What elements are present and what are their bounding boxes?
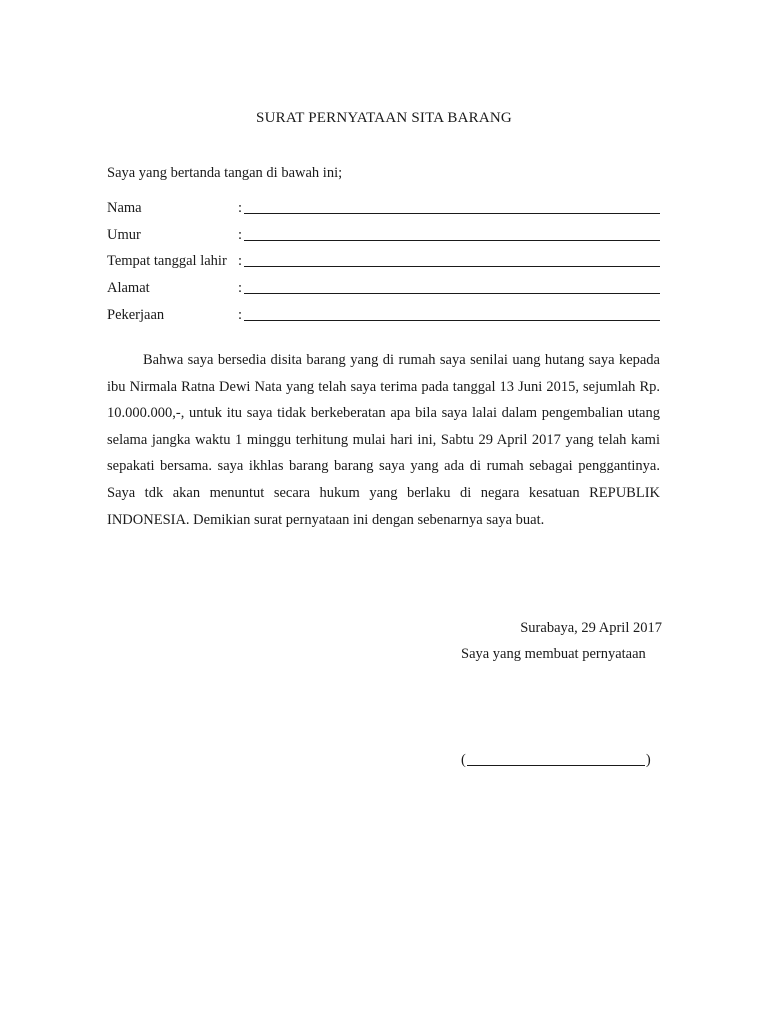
field-blank-line-pekerjaan: [244, 305, 660, 321]
field-label-nama: Nama: [107, 199, 142, 216]
field-row-nama: [107, 190, 660, 217]
identity-fields: [107, 190, 660, 324]
field-separator: :: [238, 226, 243, 243]
signature-close-paren: ): [645, 752, 651, 768]
field-row-tempat-tanggal-lahir: [107, 244, 660, 271]
field-blank-line-nama: [244, 198, 660, 214]
field-row-pekerjaan: [107, 297, 660, 324]
field-separator: :: [238, 306, 243, 323]
intro-text: Saya yang bertanda tangan di bawah ini;: [107, 165, 343, 181]
field-label-umur: Umur: [107, 226, 141, 243]
statement-body: Bahwa saya bersedia disita barang yang di rumah saya senilai uang hutang saya kepada ibu Nirmala Ratna Dewi Nata yang telah saya terima pada tanggal 13 Juni 2015, sejumlah Rp. 10.000.000,-, untuk itu saya tidak berkeberatan apa bila saya lalai dalam pengembalian utang selama jangka waktu 1 minggu terhitung mulai hari ini, Sabtu 29 April 2017 yang telah kami sepakati bersama. saya ikhlas barang barang saya yang ada di rumah sebagai penggantinya. Saya tdk akan menuntut secara hukum yang berlaku di negara kesatuan REPUBLIK INDONESIA. Demikian surat pernyataan ini dengan sebenarnya saya buat.: [107, 352, 660, 528]
field-row-umur: [107, 217, 660, 244]
document-title: SURAT PERNYATAAN SITA BARANG: [256, 110, 512, 126]
field-label-tempat-tanggal-lahir: Tempat tanggal lahir: [107, 253, 227, 270]
field-separator: :: [238, 280, 243, 297]
signature-line: [467, 749, 645, 766]
signature-block: [461, 749, 651, 769]
field-separator: :: [238, 199, 243, 216]
field-label-alamat: Alamat: [107, 280, 150, 297]
place-date: Surabaya, 29 April 2017: [520, 620, 662, 636]
field-label-pekerjaan: Pekerjaan: [107, 306, 165, 323]
field-separator: :: [238, 253, 243, 270]
field-blank-line-alamat: [244, 278, 660, 294]
field-blank-line-umur: [244, 225, 660, 241]
maker-label: Saya yang membuat pernyataan: [461, 646, 646, 662]
field-blank-line-tempat-tanggal-lahir: [244, 251, 660, 267]
field-row-alamat: [107, 270, 660, 297]
signature-open-paren: (: [461, 752, 466, 768]
